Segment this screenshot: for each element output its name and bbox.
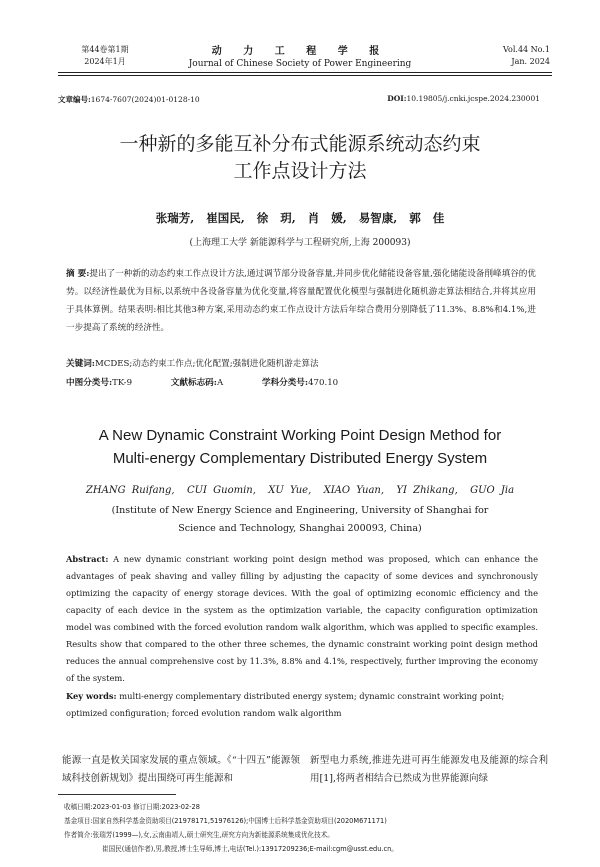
- document-code: [171, 376, 241, 388]
- affiliation-en: [90, 502, 510, 538]
- article-number: [58, 94, 200, 105]
- title-cn-line-1: 一种新的多能互补分布式能源系统动态约束: [119, 133, 481, 155]
- abstract-cn-label: 摘 要:: [66, 269, 90, 279]
- abstract-en-text: A new dynamic constriant working point design method was proposed, which can enhance the advantages of peak shaving and valley filling by adjusting the capacity of some devices and synchronously optimizing the capacity of energy storage devices. With the goal of optimizing economic efficiency and the capacity of each device in the system as the optimization variable, the capacity configuration optimization model was combined with the forced evolution random walk algorithm, which was applied to specific examples. Results show that compared to the other three schemes, the dynamic constraint working point design method reduces the annual comprehensive cost by 11.3%, 8.8% and 4.1%, respectively, further improving the economy of the system.: [66, 554, 538, 683]
- clc-value: TK-9: [112, 378, 133, 388]
- abstract-cn: [66, 265, 536, 337]
- abstract-en-label: Abstract:: [66, 554, 109, 564]
- date-en: Jan. 2024: [511, 57, 550, 66]
- abstract-en: [66, 551, 538, 687]
- document-code-value: A: [216, 378, 224, 388]
- keywords-en-label: Key words:: [66, 691, 117, 701]
- authors-cn: 张瑞芳, 崔国民, 徐 玥, 肖 媛, 易智康, 郭 佳: [155, 211, 445, 225]
- footnote-funding: 基金项目:国家自然科学基金资助项目(21978171,51976126);中国博士后科学基金资助项目(2020M671171): [64, 817, 387, 825]
- doi-label: DOI:: [387, 94, 407, 103]
- subject-code-value: 470.10: [308, 378, 339, 388]
- title-en-line-1: A New Dynamic Constraint Working Point Design Method for: [98, 427, 502, 444]
- footnote-corresponding-author: 崔国民(通信作者),男,教授,博士生导师,博士,电话(Tel.):13917209236;E-mail:cgm@usst.edu.cn。: [102, 845, 398, 853]
- body-column-left: 能源一直是攸关国家发展的重点领域。《“十四五”能源领域科技创新规划》提出围绕可再生能源和: [62, 755, 300, 784]
- running-header-right: [470, 44, 550, 68]
- date-cn: 2024年1月: [84, 57, 126, 66]
- affiliation-en-line-2: Science and Technology, Shanghai 200093, China): [178, 523, 422, 534]
- document-code-label: 文献标志码:: [170, 378, 217, 388]
- article-number-label: 文章编号:: [58, 95, 91, 104]
- keywords-cn-label: 关键词:: [66, 359, 95, 369]
- article-number-value: 1674-7607(2024)01-0128-10: [90, 95, 200, 104]
- title-en: [40, 424, 560, 470]
- keywords-cn-text: MCDES;动态约束工作点;优化配置;强制进化随机游走算法: [94, 359, 319, 369]
- header-rule-bottom: [58, 75, 552, 76]
- body-column-right: 新型电力系统,推进先进可再生能源发电及能源的综合利用[1],将两者相结合已然成为世界能源向绿: [310, 755, 548, 784]
- keywords-en: [66, 688, 538, 722]
- clc-label: 中图分类号:: [66, 378, 113, 388]
- keywords-en-text: multi-energy complementary distributed energy system; dynamic constraint working point; optimized configuration; forced evolution random walk algorithm: [66, 691, 505, 718]
- journal-title-cn: 动 力 工 程 学 报: [211, 46, 389, 57]
- header-rule-top: [58, 72, 552, 73]
- title-cn-line-2: 工作点设计方法: [233, 160, 367, 182]
- affiliation-cn: (上海理工大学 新能源科学与工程研究所,上海 200093): [189, 238, 411, 248]
- journal-title-en: Journal of Chinese Society of Power Engineering: [188, 59, 412, 69]
- running-header-left: [60, 44, 150, 68]
- affiliation-en-line-1: (Institute of New Energy Science and Engineering, University of Shanghai for: [111, 505, 489, 516]
- footnotes: [64, 800, 544, 856]
- footnote-dates: 收稿日期:2023-01-03 修订日期:2023-02-28: [64, 803, 200, 811]
- running-header-center: [150, 42, 450, 69]
- keywords-cn: [66, 357, 536, 369]
- footnote-author-bio: 作者简介:张瑞芳(1999—),女,云南曲靖人,硕士研究生,研究方向为新能源系统集成优化技术。: [64, 831, 334, 839]
- doi: [387, 94, 540, 103]
- authors-en: ZHANG Ruifang, CUI Guomin, XU Yue, XIAO Yuan, YI Zhikang, GUO Jia: [85, 485, 515, 496]
- clc-number: [66, 376, 150, 388]
- footnote-rule: [58, 794, 176, 795]
- doi-value: 10.19805/j.cnki.jcspe.2024.230001: [406, 94, 540, 103]
- subject-code-label: 学科分类号:: [261, 378, 309, 388]
- subject-code: [262, 376, 356, 388]
- volume-en: Vol.44 No.1: [503, 45, 550, 54]
- abstract-cn-text: 提出了一种新的动态约束工作点设计方法,通过调节部分设备容量,并同步优化储能设备容量,强化储能设备削峰填谷的优势。以经济性最优为目标,以系统中各设备容量为优化变量,将容量配置优化模型与强制进化随机游走算法相结合,并将其应用于具体算例。结果表明:相比其他3种方案,采用动态约束工作点设计方法后年综合费用分别降低了11.3%、8.8%和4.1%,进一步提高了系统的经济性。: [66, 269, 537, 333]
- classification-line: [66, 376, 536, 388]
- volume-cn: 第44卷第1期: [81, 45, 129, 54]
- title-en-line-2: Multi-energy Complementary Distributed Energy System: [112, 450, 488, 467]
- title-cn: [40, 131, 560, 185]
